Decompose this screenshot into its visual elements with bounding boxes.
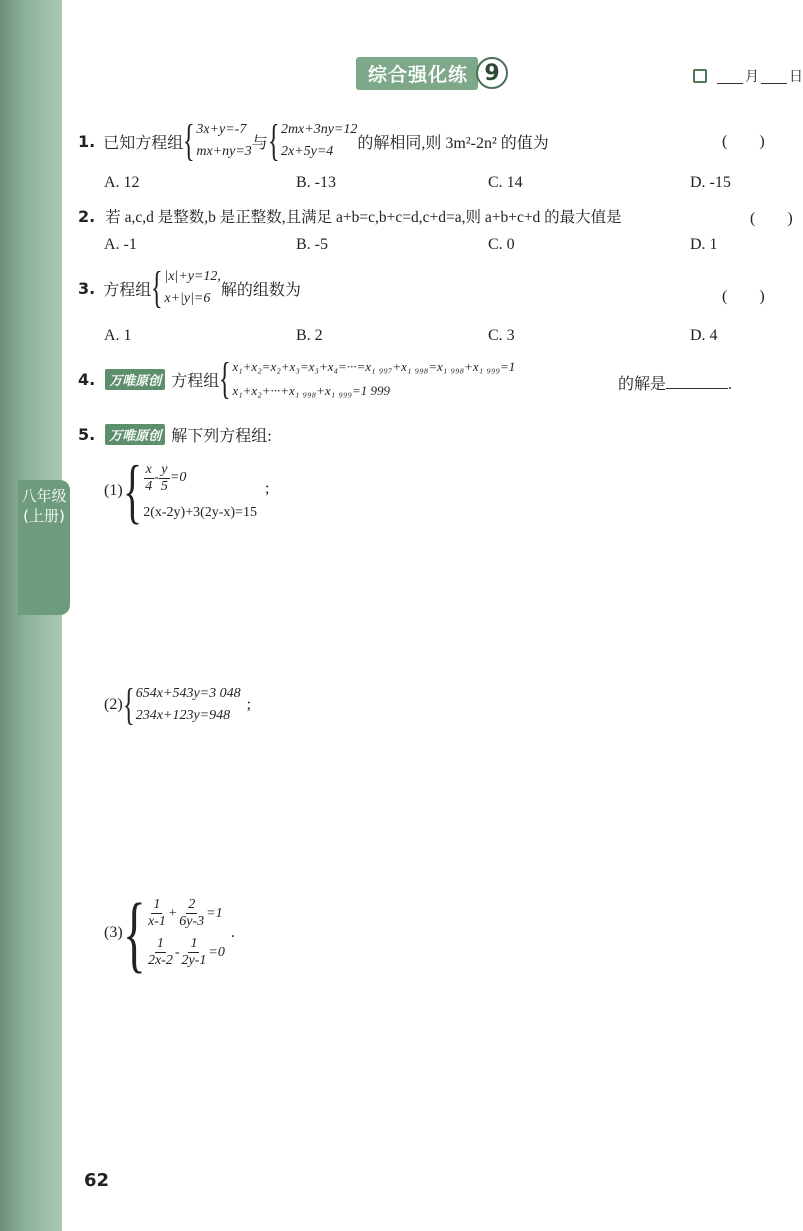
- q5-p2-system: [136, 686, 241, 724]
- q5-p1-end: ;: [264, 480, 270, 497]
- q5-p3-eq2: [146, 936, 225, 969]
- q1-brace-1: {: [183, 116, 195, 165]
- q3-option-a: A. 1: [104, 327, 132, 344]
- q1-option-a: A. 12: [104, 174, 140, 191]
- book-spine: [0, 0, 62, 1231]
- q5-p2-eq1: 654x+543y=3 048: [135, 686, 241, 701]
- q1-system-2: [281, 122, 357, 160]
- section-title: [356, 56, 508, 90]
- q2-option-d: D. 1: [690, 236, 718, 253]
- question-5: [78, 423, 272, 446]
- q5-number: 5.: [78, 425, 96, 444]
- q3-post: 解的组数为: [220, 281, 301, 299]
- q4-answer: [618, 371, 732, 394]
- q3-pre: 方程组: [103, 281, 152, 299]
- q5-p3-frac-a2: $\frac{2}{6y-3}$: [179, 897, 205, 929]
- q5-p1-brace: {: [122, 451, 142, 531]
- q5-p1-frac-y5: $\frac{y}{5}$: [160, 461, 168, 494]
- q3-eq1: |x|+y=12,: [164, 269, 221, 284]
- question-4: [78, 354, 516, 403]
- q5-p1-eq2: 2(x-2y)+3(2y-x)=15: [143, 504, 257, 520]
- page-number: 62: [84, 1170, 110, 1191]
- day-blank: [761, 69, 787, 84]
- q5-p2-end: ;: [246, 696, 252, 713]
- q3-brace: {: [151, 263, 163, 312]
- q5-p2-label: (2): [104, 696, 123, 713]
- q5-p3-label: (3): [104, 924, 123, 941]
- q5-p1-system: [143, 462, 257, 521]
- q3-number: 3.: [78, 278, 96, 298]
- q1-option-d: D. -15: [690, 174, 731, 191]
- q5-p3-frac-b2: $\frac{1}{2y-1}$: [181, 936, 207, 968]
- q5-p3-end: .: [230, 924, 235, 941]
- q1-number: 1.: [78, 131, 96, 151]
- q4-number: 4.: [78, 369, 96, 389]
- q3-option-d: D. 4: [690, 327, 718, 344]
- q5-p3-eq2-tail: =0: [208, 944, 225, 960]
- q2-option-a: A. -1: [104, 236, 137, 253]
- q5-p2-eq2: 234x+123y=948: [135, 708, 231, 723]
- q5-p1-minus: -: [154, 470, 159, 485]
- q2-text: 若 a,c,d 是整数,b 是正整数,且满足 a+b=c,b+c=d,c+d=a,则 a+b+c+d 的最大值是: [105, 209, 622, 226]
- q2-answer-paren: ( ): [750, 210, 793, 227]
- q2-option-b: B. -5: [296, 236, 328, 253]
- q2-option-c: C. 0: [488, 236, 515, 253]
- q1-brace-2: {: [267, 116, 280, 165]
- q4-post: 的解是: [618, 376, 667, 393]
- q3-eq2: x+|y|=6: [164, 291, 211, 306]
- q5-part-2: [104, 680, 252, 729]
- q5-p1-eq1: [143, 462, 257, 495]
- q1-sys1-eq2: mx+ny=3: [196, 144, 252, 159]
- q1-sys1-eq1: 3x+y=-7: [196, 122, 247, 137]
- q3-answer-paren: ( ): [722, 288, 765, 305]
- question-3: [78, 263, 301, 312]
- date-field: [693, 66, 803, 86]
- q5-original-tag: 万唯原创: [105, 424, 165, 445]
- q3-system: [164, 269, 221, 307]
- q5-p3-frac-b1: $\frac{1}{2x-2}$: [147, 936, 173, 968]
- q5-p1-eq1-tail: =0: [169, 470, 187, 485]
- q4-eq2: x₁+x₂+···+x₁ ₉₉₈+x₁ ₉₉₉=1 999: [232, 383, 391, 398]
- q5-p3-plus: +: [167, 905, 178, 921]
- q5-p1-label: (1): [104, 482, 123, 499]
- q4-end: .: [728, 376, 733, 393]
- q5-p1-frac-x4: $\frac{x}{4}$: [145, 461, 153, 494]
- q5-p3-minus: -: [174, 944, 180, 960]
- q1-option-b: B. -13: [296, 174, 336, 191]
- q1-option-c: C. 14: [488, 174, 523, 191]
- q1-sys2-eq2: 2x+5y=4: [280, 144, 334, 159]
- calendar-icon: [693, 69, 707, 83]
- q1-sys2-eq1: 2mx+3ny=12: [280, 122, 358, 137]
- question-1: [78, 116, 549, 165]
- q5-part-1: [104, 451, 270, 531]
- month-blank: [717, 69, 743, 84]
- q1-pre: 已知方程组: [103, 134, 184, 152]
- q1-mid: 与: [251, 134, 268, 152]
- month-label: 月: [745, 69, 759, 85]
- q5-p3-system: [146, 897, 225, 969]
- q4-original-tag: 万唯原创: [105, 369, 165, 390]
- q4-eq1: x₁+x₂=x₂+x₃=x₃+x₄=···=x₁ ₉₉₇+x₁ ₉₉₈=x₁ ₉₉₈+x₁ ₉₉₉=1: [232, 359, 516, 374]
- section-number: 9: [476, 57, 508, 89]
- section-title-label: 综合强化练: [356, 57, 478, 90]
- q1-post: 的解相同,则 3m²-2n² 的值为: [357, 134, 549, 152]
- grade-tab: 八年级(上册): [18, 480, 70, 615]
- q5-p3-eq1: [146, 897, 225, 930]
- q5-p3-frac-a1: $\frac{1}{x-1}$: [147, 897, 166, 929]
- q5-part-3: [104, 885, 235, 981]
- q1-answer-paren: ( ): [722, 133, 765, 150]
- q2-number: 2.: [78, 207, 96, 226]
- q4-system: [232, 359, 515, 399]
- q4-answer-blank[interactable]: [666, 388, 728, 389]
- q3-option-b: B. 2: [296, 327, 323, 344]
- q5-p3-brace: {: [122, 885, 146, 981]
- q3-option-c: C. 3: [488, 327, 515, 344]
- q5-p3-eq1-tail: =1: [206, 905, 223, 921]
- q5-text: 解下列方程组:: [171, 428, 272, 445]
- q5-p2-brace: {: [122, 680, 135, 729]
- q1-system-1: [196, 122, 251, 160]
- q4-pre: 方程组: [171, 372, 220, 390]
- q4-brace: {: [219, 354, 231, 403]
- question-2: [78, 205, 622, 227]
- day-label: 日: [789, 69, 803, 85]
